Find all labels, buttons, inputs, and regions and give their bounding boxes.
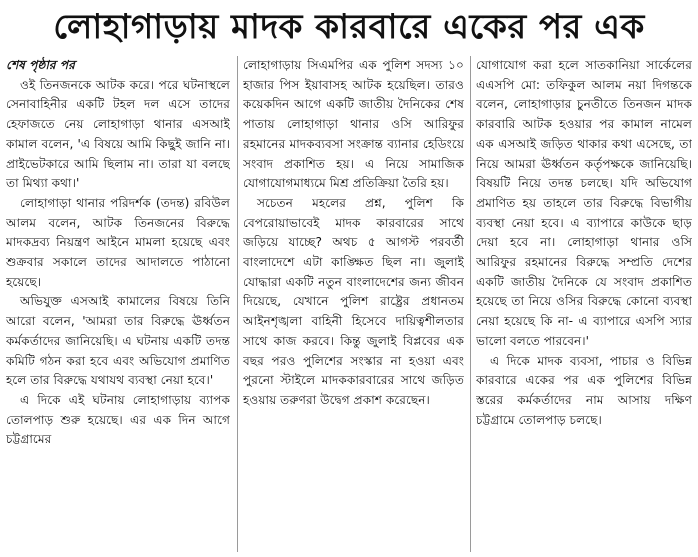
column-2 [243,56,464,552]
paragraph: এ দিকে এই ঘটনায় লোহাগাড়ায় ব্যাপক তোলপাড় শুরু হয়েছে। এর এক দিন আগে চট্টগ্রামের [6,392,230,447]
paragraph: লোহাগাড়া থানার পরিদর্শক (তদন্ত) রবিউল আলম বলেন, আটক তিনজনের বিরুদ্ধে মাদকদ্রব্য নিয়ন্ত্রণ আইনে মামলা হয়েছে এবং শুক্রবার সকালে তাদের আদালতে পাঠানো হয়েছে। [6,195,230,289]
continuation-byline: শেষ পৃষ্ঠার পর [6,58,75,72]
paragraph: যোগাযোগ করা হলে সাতকানিয়া সার্কেলের এএসপি মো: তফিকুল আলম নয়া দিগন্তকে বলেন, লোহাগাড়ার চুনতীতে তিনজন মাদক কারবারি আটক হওয়ার পর কামাল নামেল এক এসআই জড়িত থাকার কথা এসেছে, তা নিয়ে আমরা ঊর্ধ্বতন কর্তৃপক্ষকে জানিয়েছি। বিষয়টি নিয়ে তদন্ত চলছে। যদি অভিযোগ প্রমাণিত হয় তাহলে তার বিরুদ্ধে বিভাগীয় ব্যবস্থা নেয়া হবে। এ ব্যাপারে কাউকে ছাড় দেয়া হবে না। লোহাগাড়া থানার ওসি আরিফুর রহমানের বিরুদ্ধে সম্প্রতি দেশের একটি জাতীয় দৈনিকে যে সংবাদ প্রকাশিত হয়েছে তা নিয়ে ওসির বিরুদ্ধে কোনো ব্যবস্থা নেয়া হয়েছে কি না- এ ব্যাপারে এসপি স্যার ভালো বলতে পারবেন।' [476,58,692,348]
paragraph: এ দিকে মাদক ব্যবসা, পাচার ও বিভিন্ন কারবারে একের পর এক পুলিশের বিভিন্ন স্তরের কর্মকর্তাদের নাম আসায় দক্ষিণ চট্টগ্রামে তোলপাড় চলছে। [476,353,692,427]
paragraph: সচেতন মহলের প্রশ্ন, পুলিশ কি বেপরোয়াভাবেই মাদক কারবারের সাথে জড়িয়ে যাচ্ছে? অথচ ৫ আগস্ট পরবর্তী বাংলাদেশে এটা কাঙ্ক্ষিত ছিল না। জুলাই যোদ্ধারা একটি নতুন বাংলাদেশের জন্য জীবন দিয়েছে, যেখানে পুলিশ রাষ্ট্রের প্রধানতম আইনশৃঙ্খলা বাহিনী হিসেবে দায়িত্বশীলতার সাথে কাজ করবে। কিন্তু জুলাই বিপ্লবের এক বছর পরও পুলিশের সংস্কার না হওয়া এবং পুরনো স্টাইলে মাদককারবারের সাথে জড়িত হওয়ায় তরুণরা উদ্বেগ প্রকাশ করেছেন। [243,195,464,407]
paragraph: লোহাগাড়ায় সিএমপির এক পুলিশ সদস্য ১০ হাজার পিস ইয়াবাসহ আটক হয়েছিল। তারও কয়েকদিন আগে একটি জাতীয় দৈনিকের শেষ পাতায় লোহাগাড়া থানার ওসি আরিফুর রহমানের মাদকব্যবসা সংক্রান্ত ব্যানার হেডিংয়ে সংবাদ প্রকাশিত হয়। এ নিয়ে সামাজিক যোগাযোগমাধ্যমে মিশ্র প্রতিক্রিয়া তৈরি হয়। [243,58,464,191]
column-divider [470,56,471,552]
column-1 [6,56,230,552]
column-divider [237,56,238,552]
paragraph: ওই তিনজনকে আটক করে। পরে ঘটনাস্থলে সেনাবাহিনীর একটি টহল দল এসে তাদের হেফাজতে নেয় লোহাগাড়া থানার এসআই কামাল বলেন, 'এ বিষয়ে আমি কিছুই জানি না। প্রাইভেটকারে আমি ছিলাম না। তারা যা বলছে তা মিথ্যা কথা।' [6,77,230,191]
paragraph: অভিযুক্ত এসআই কামালের বিষয়ে তিনি আরো বলেন, 'আমরা তার বিরুদ্ধে ঊর্ধ্বতন কর্মকর্তাদের জানিয়েছি। এ ঘটনায় একটি তদন্ত কমিটি গঠন করা হবে এবং অভিযোগ প্রমাণিত হলে তার বিরুদ্ধে যথাযথ ব্যবস্থা নেয়া হবে।' [6,294,230,388]
headline: লোহাগাড়ায় মাদক কারবারে একের পর এক [53,7,645,47]
column-3 [476,56,692,552]
